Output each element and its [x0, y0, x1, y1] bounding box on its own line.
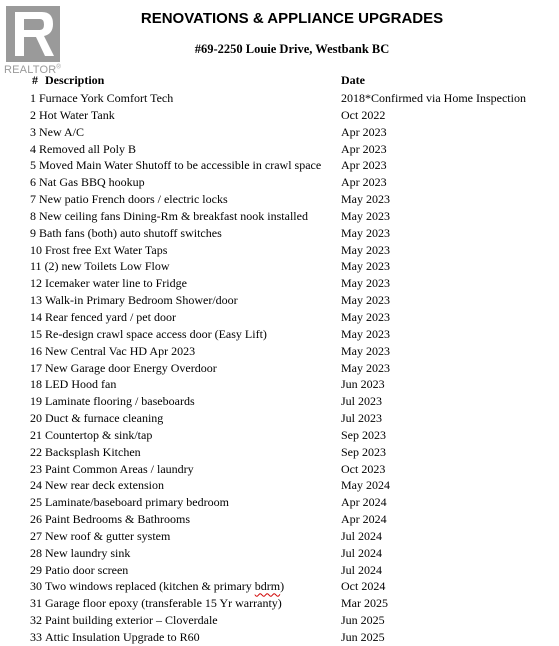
item-description	[30, 360, 217, 377]
item-description	[30, 157, 321, 174]
item-description	[30, 511, 190, 528]
item-date: Oct 2023	[341, 461, 386, 476]
item-description	[30, 578, 284, 595]
item-number: 21	[30, 427, 42, 442]
item-date: Jul 2023	[341, 394, 383, 409]
item-date: May 2023	[341, 309, 390, 324]
item-date: May 2023	[341, 293, 390, 308]
item-description	[30, 326, 267, 343]
item-number: 15	[30, 326, 42, 341]
item-date: Oct 2024	[341, 579, 386, 594]
item-date: May 2023	[341, 343, 390, 358]
item-date: May 2023	[341, 326, 390, 341]
item-number: 32	[30, 613, 42, 628]
item-description-text: Bath fans (both) auto shutoff switches	[39, 225, 222, 240]
item-description	[30, 309, 176, 326]
list-item	[0, 157, 559, 174]
list-item	[0, 629, 559, 646]
list-item	[0, 511, 559, 528]
item-description-text: Frost free Ext Water Taps	[45, 242, 168, 257]
item-date: May 2024	[341, 478, 390, 493]
item-number: 3	[30, 124, 36, 139]
item-number: 22	[30, 444, 42, 459]
item-description	[30, 410, 163, 427]
list-item	[0, 124, 559, 141]
item-description-text: Attic Insulation Upgrade to R60	[45, 630, 200, 644]
item-description	[30, 595, 282, 612]
item-description	[30, 124, 84, 141]
item-date: Apr 2024	[341, 512, 387, 527]
column-header-date: Date	[341, 73, 365, 87]
item-date: May 2023	[341, 259, 390, 274]
item-date: Apr 2023	[341, 141, 387, 156]
item-date: Jul 2023	[341, 411, 383, 426]
realtor-wordmark: REALTOR®	[4, 64, 61, 76]
item-description-text: Furnace York Comfort Tech	[39, 91, 174, 105]
item-description	[30, 225, 222, 242]
list-item	[0, 528, 559, 545]
item-date: Apr 2023	[341, 158, 387, 173]
list-item	[0, 393, 559, 410]
item-description-text: Laminate flooring / baseboards	[45, 394, 195, 409]
item-date: May 2023	[341, 208, 390, 223]
item-number: 25	[30, 495, 42, 510]
item-number: 6	[30, 175, 36, 190]
renovation-list	[0, 90, 559, 646]
item-number: 8	[30, 208, 36, 223]
item-description-tail: )	[280, 579, 285, 594]
item-description	[30, 292, 238, 309]
column-header-number: #	[32, 73, 38, 87]
item-number: 16	[30, 343, 42, 358]
item-description-text: New patio French doors / electric locks	[39, 192, 228, 207]
list-item	[0, 275, 559, 292]
item-description	[30, 494, 229, 511]
item-number: 18	[30, 377, 42, 392]
column-header-description: Description	[45, 73, 105, 87]
list-item	[0, 191, 559, 208]
list-item	[0, 477, 559, 494]
item-description-text: Patio door screen	[45, 562, 129, 577]
item-description-text: (2) new Toilets Low Flow	[44, 259, 170, 274]
item-date: Oct 2022	[341, 107, 386, 122]
item-date: Sep 2023	[341, 444, 386, 459]
item-description	[30, 90, 173, 107]
item-description-text: New Central Vac HD Apr 2023	[45, 343, 196, 358]
list-item	[0, 90, 559, 107]
list-item	[0, 292, 559, 309]
item-description	[30, 141, 136, 158]
list-item	[0, 545, 559, 562]
list-item	[0, 376, 559, 393]
item-description	[30, 376, 116, 393]
item-description	[30, 427, 152, 444]
item-description-text: Two windows replaced (kitchen & primary	[45, 579, 255, 594]
list-item	[0, 225, 559, 242]
item-description-text: Nat Gas BBQ hookup	[39, 175, 145, 190]
item-date: May 2023	[341, 360, 390, 375]
item-description-text: LED Hood fan	[45, 377, 117, 392]
item-date: Jul 2024	[341, 528, 383, 543]
item-description	[30, 545, 130, 562]
item-description	[30, 612, 218, 629]
item-description	[30, 461, 194, 478]
item-description-text: New laundry sink	[45, 545, 131, 560]
item-description-text: New roof & gutter system	[45, 528, 171, 543]
item-number: 29	[30, 562, 42, 577]
list-item	[0, 242, 559, 259]
list-item	[0, 410, 559, 427]
item-number: 31	[30, 596, 42, 611]
item-date: Apr 2024	[341, 495, 387, 510]
item-number: 10	[30, 242, 42, 257]
item-description-text: Duct & furnace cleaning	[45, 411, 164, 426]
item-description	[30, 629, 200, 646]
list-item	[0, 208, 559, 225]
list-item	[0, 141, 559, 158]
item-date: Apr 2023	[341, 124, 387, 139]
item-number: 23	[30, 461, 42, 476]
item-date: May 2023	[341, 225, 390, 240]
item-date: May 2023	[341, 192, 390, 207]
item-description	[30, 562, 128, 579]
item-description-text: New Garage door Energy Overdoor	[45, 360, 217, 375]
list-item	[0, 578, 559, 595]
item-date: Jul 2024	[341, 562, 383, 577]
item-date: Jun 2023	[341, 377, 385, 392]
item-description	[30, 528, 170, 545]
item-number: 2	[30, 107, 36, 122]
item-number: 4	[30, 141, 36, 156]
item-number: 5	[30, 158, 36, 173]
item-description-text: New ceiling fans Dining-Rm & breakfast nook installed	[39, 208, 308, 223]
item-description-text: New A/C	[39, 124, 84, 139]
document-subtitle: #69-2250 Louie Drive, Westbank BC	[194, 42, 390, 56]
item-number: 13	[30, 293, 42, 308]
item-description-text: Laminate/baseboard primary bedroom	[45, 495, 229, 510]
item-description-text: New rear deck extension	[45, 478, 164, 493]
item-description-text: Walk-in Primary Bedroom Shower/door	[45, 293, 238, 308]
list-item	[0, 343, 559, 360]
item-date: Jun 2025	[341, 613, 385, 628]
list-item	[0, 494, 559, 511]
item-description	[30, 477, 164, 494]
item-number: 33	[30, 630, 42, 644]
item-description-text: Moved Main Water Shutoff to be accessible in crawl space	[39, 158, 322, 173]
document-title: RENOVATIONS & APPLIANCE UPGRADES	[140, 10, 444, 27]
item-date: May 2023	[341, 242, 390, 257]
list-item	[0, 309, 559, 326]
list-item	[0, 562, 559, 579]
item-description	[30, 107, 115, 124]
list-item	[0, 595, 559, 612]
item-description-text: Paint Bedrooms & Bathrooms	[45, 512, 190, 527]
item-number: 11	[30, 259, 42, 274]
item-description	[30, 208, 308, 225]
list-item	[0, 444, 559, 461]
item-number: 9	[30, 225, 36, 240]
item-description-text: Backsplash Kitchen	[45, 444, 141, 459]
list-item	[0, 258, 559, 275]
item-date: 2018*Confirmed via Home Inspection	[341, 91, 526, 105]
item-description	[30, 242, 167, 259]
list-item	[0, 174, 559, 191]
item-description-text: Paint building exterior – Cloverdale	[45, 613, 218, 628]
item-date: Sep 2023	[341, 427, 386, 442]
list-item	[0, 461, 559, 478]
item-description	[30, 444, 141, 461]
item-number: 24	[30, 478, 42, 493]
item-number: 17	[30, 360, 42, 375]
item-description-text: Rear fenced yard / pet door	[45, 309, 176, 324]
item-number: 28	[30, 545, 42, 560]
item-description-text: Garage floor epoxy (transferable 15 Yr warranty)	[45, 596, 282, 611]
spellcheck-flagged-word: bdrm	[254, 579, 281, 594]
item-description	[30, 174, 145, 191]
item-description-text: Hot Water Tank	[39, 107, 115, 122]
item-number: 20	[30, 411, 42, 426]
item-description	[30, 393, 195, 410]
item-number: 27	[30, 528, 42, 543]
item-date: May 2023	[341, 276, 390, 291]
item-number: 12	[30, 276, 42, 291]
item-number: 7	[30, 192, 36, 207]
item-date: Mar 2025	[341, 596, 388, 611]
item-description-text: Re-design crawl space access door (Easy Lift)	[45, 326, 267, 341]
item-description-text: Paint Common Areas / laundry	[45, 461, 194, 476]
list-item	[0, 107, 559, 124]
list-item	[0, 427, 559, 444]
item-number: 14	[30, 309, 42, 324]
item-description-text: Removed all Poly B	[39, 141, 136, 156]
item-number: 1	[30, 91, 36, 105]
item-number: 19	[30, 394, 42, 409]
item-description	[30, 343, 195, 360]
list-item	[0, 326, 559, 343]
item-date: Jun 2025	[341, 630, 385, 644]
item-number: 30	[30, 579, 42, 594]
item-description-text: Icemaker water line to Fridge	[45, 276, 187, 291]
item-description-text: Countertop & sink/tap	[45, 427, 153, 442]
list-item	[0, 612, 559, 629]
item-description	[30, 191, 228, 208]
item-date: Jul 2024	[341, 545, 383, 560]
item-number: 26	[30, 512, 42, 527]
item-description	[30, 275, 187, 292]
item-description	[30, 258, 170, 275]
item-date: Apr 2023	[341, 175, 387, 190]
list-item	[0, 360, 559, 377]
